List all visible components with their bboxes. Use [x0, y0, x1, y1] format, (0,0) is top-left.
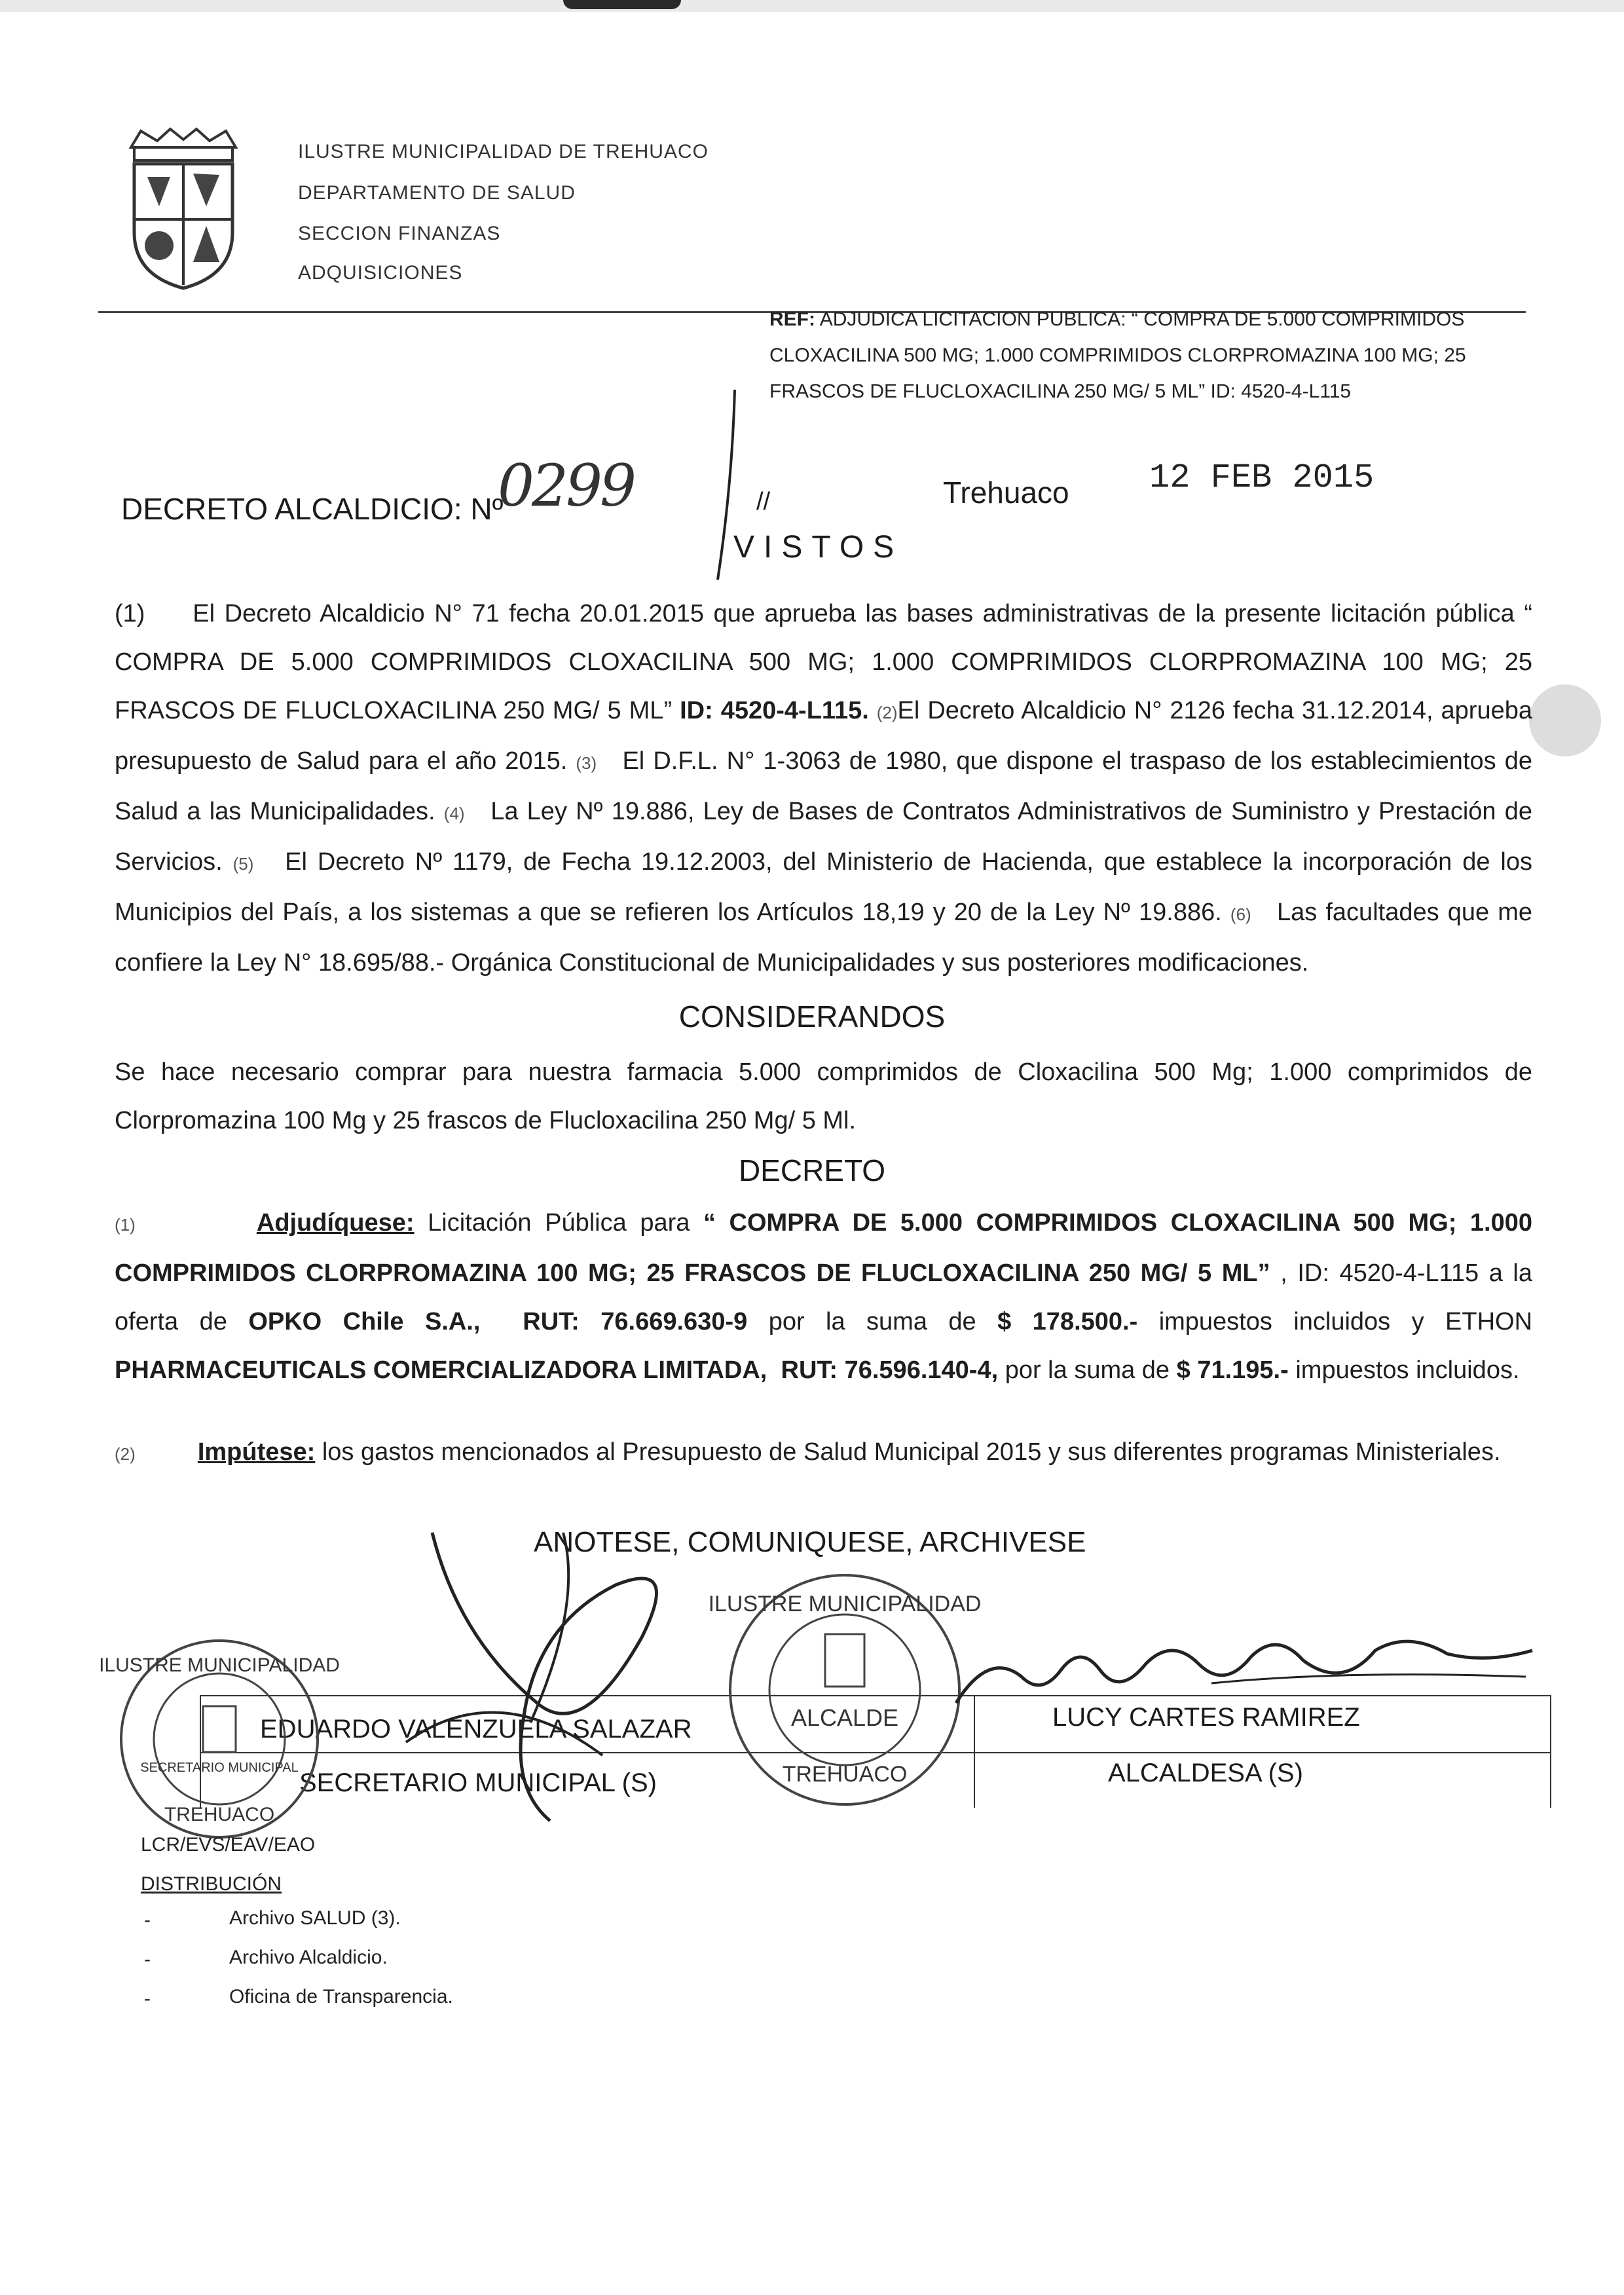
- vendor-2-rut: RUT: 76.596.140-4,: [781, 1356, 999, 1384]
- considerandos-text: Se hace necesario comprar para nuestra farmacia 5.000 comprimidos de Cloxacilina 500 Mg; 1.000 comprimidos de Clorpromazina 100 Mg y 25 frascos de Flucloxacilina 250 Mg/ 5 Ml.: [115, 1058, 1532, 1134]
- decree-title: DECRETO ALCALDICIO: Nº: [121, 492, 504, 526]
- reference-block: [769, 301, 1522, 409]
- vistos-num-2: (2): [876, 703, 898, 722]
- decreto-article-1: [115, 1199, 1532, 1394]
- mayor-signature-icon: [950, 1624, 1539, 1716]
- secretary-seal-stamp: [99, 1631, 340, 1847]
- initials: LCR/EVS/EAV/EAO: [141, 1834, 316, 1856]
- ref-label: REF:: [769, 308, 815, 330]
- dist-item-1: Archivo SALUD (3).: [229, 1907, 401, 1929]
- vistos-num-1: (1): [115, 600, 145, 627]
- considerandos-heading: CONSIDERANDOS: [678, 999, 946, 1034]
- right-seal-ring-text: ILUSTRE MUNICIPALIDAD: [708, 1592, 982, 1616]
- vistos-body: [115, 589, 1532, 987]
- header-municipality: ILUSTRE MUNICIPALIDAD DE TREHUACO: [298, 141, 709, 162]
- sum-1: $ 178.500.-: [997, 1308, 1138, 1335]
- left-seal-bottom-text: TREHUACO: [164, 1804, 275, 1825]
- vendor-2: PHARMACEUTICALS COMERCIALIZADORA LIMITADA,: [115, 1356, 767, 1384]
- adjudiquese-text-c: , ID: 4520-4-L115 a la oferta de: [115, 1259, 1532, 1335]
- vistos-num-4: (4): [443, 804, 465, 823]
- imputese-label: Impútese:: [197, 1438, 316, 1466]
- vistos-num-5: (5): [232, 854, 254, 874]
- dist-bullet-3: -: [144, 1988, 151, 2009]
- vendor-1: OPKO Chile S.A.,: [248, 1308, 481, 1335]
- scan-mark: [563, 0, 681, 9]
- decree-slashes: //: [756, 488, 771, 515]
- vistos-num-6: (6): [1230, 905, 1251, 924]
- sum-1-prefix: por la suma de: [768, 1308, 976, 1335]
- scan-hole-punch: [1529, 684, 1601, 756]
- right-signatory-role: ALCALDESA (S): [1108, 1759, 1303, 1787]
- municipal-coat-of-arms-icon: [121, 128, 246, 291]
- sum-2-suffix: impuestos incluidos.: [1295, 1356, 1520, 1384]
- vistos-text-6: Las facultades que me confiere la Ley N° 18.695/88.- Orgánica Constitucional de Municipalidades y sus posteriores modificaciones.: [115, 899, 1532, 977]
- vistos-text-1b: ID: 4520-4-L115.: [680, 697, 869, 724]
- vistos-text-5: El Decreto Nº 1179, de Fecha 19.12.2003, del Ministerio de Hacienda, que establece la incorporación de los Municipios del País, a los sistemas a que se refieren los Artículos 18,19 y 20 de la Ley Nº 19.886.: [115, 848, 1532, 926]
- decreto-article-2: [115, 1428, 1532, 1478]
- adjudiquese-text-b: “ COMPRA DE 5.000 COMPRIMIDOS CLOXACILINA 500 MG; 1.000 COMPRIMIDOS CLORPROMAZINA 100 MG; 25 FRASCOS DE FLUCLOXACILINA 250 MG/ 5 ML”: [115, 1209, 1533, 1287]
- vistos-num-3: (3): [576, 753, 597, 773]
- decreto-heading: DECRETO: [738, 1153, 886, 1187]
- vendor-1-rut: RUT: 76.669.630-9: [523, 1308, 748, 1335]
- header-department: DEPARTAMENTO DE SALUD: [298, 182, 576, 204]
- sum-2: $ 71.195.-: [1176, 1356, 1289, 1384]
- secretary-signature-icon: [367, 1506, 733, 1834]
- vistos-text-4: La Ley Nº 19.886, Ley de Bases de Contratos Administrativos de Suministro y Prestación de Servicios.: [115, 798, 1533, 876]
- scan-edge: [0, 0, 1624, 12]
- sum-1-suffix: impuestos incluidos y ETHON: [1158, 1308, 1533, 1335]
- right-signatory-name: LUCY CARTES RAMIREZ: [1052, 1703, 1360, 1732]
- dist-item-3: Oficina de Transparencia.: [229, 1986, 453, 2007]
- left-signatory-role: SECRETARIO MUNICIPAL (S): [299, 1768, 657, 1797]
- adjudiquese-text-a: Licitación Pública para: [428, 1209, 690, 1237]
- left-seal-ring-text: ILUSTRE MUNICIPALIDAD: [99, 1654, 340, 1676]
- right-seal-center-text: ALCALDE: [790, 1704, 899, 1731]
- sum-2-prefix: por la suma de: [1005, 1356, 1170, 1384]
- date-stamp: 12 FEB 2015: [1149, 458, 1375, 497]
- left-signatory-name: EDUARDO VALENZUELA SALAZAR: [260, 1715, 692, 1744]
- vistos-text-1a: El Decreto Alcaldicio N° 71 fecha 20.01.2015 que aprueba las bases administrativas de la presente licitación pública “ COMPRA DE 5.000 COMPRIMIDOS CLOXACILINA 500 MG; 1.000 COMPRIMIDOS CLORPROMAZINA 100 MG; 25 FRASCOS DE FLUCLOXACILINA 250 MG/ 5 ML”: [115, 600, 1532, 724]
- dist-bullet-2: -: [144, 1949, 151, 1970]
- left-seal-center-text: SECRETARIO MUNICIPAL: [140, 1761, 299, 1775]
- header-section: SECCION FINANZAS: [298, 223, 501, 244]
- decreto-num-1: (1): [115, 1215, 136, 1235]
- dist-item-2: Archivo Alcaldicio.: [229, 1947, 388, 1968]
- vistos-text-2: El Decreto Alcaldicio N° 2126 fecha 31.12.2014, aprueba presupuesto de Salud para el año 2015.: [115, 697, 1532, 775]
- decree-number: 0299: [498, 452, 634, 519]
- right-seal-bottom-text: TREHUACO: [782, 1762, 908, 1787]
- mayor-seal-stamp: [708, 1565, 982, 1814]
- imputese-text: los gastos mencionados al Presupuesto de Salud Municipal 2015 y sus diferentes programas Ministeriales.: [322, 1438, 1501, 1466]
- dist-bullet-1: -: [144, 1909, 151, 1931]
- ref-text: ADJUDICA LICITACION PUBLICA: “ COMPRA DE 5.000 COMPRIMIDOS CLOXACILINA 500 MG; 1.000 COMPRIMIDOS CLORPROMAZINA 100 MG; 25 FRASCOS DE FLUCLOXACILINA 250 MG/ 5 ML” ID: 4520-4-L115: [769, 308, 1466, 402]
- closing-formula: ANOTESE, COMUNIQUESE, ARCHIVESE: [534, 1526, 1086, 1558]
- adjudiquese-label: Adjudíquese:: [256, 1209, 415, 1237]
- decreto-num-2: (2): [115, 1444, 136, 1464]
- vistos-text-3: El D.F.L. N° 1-3063 de 1980, que dispone el traspaso de los establecimientos de Salud a las Municipalidades.: [115, 747, 1532, 825]
- header-unit: ADQUISICIONES: [298, 262, 463, 284]
- decree-place: Trehuaco: [943, 476, 1069, 510]
- vistos-heading: VISTOS: [733, 530, 904, 565]
- distribution-heading: DISTRIBUCIÓN: [141, 1873, 282, 1895]
